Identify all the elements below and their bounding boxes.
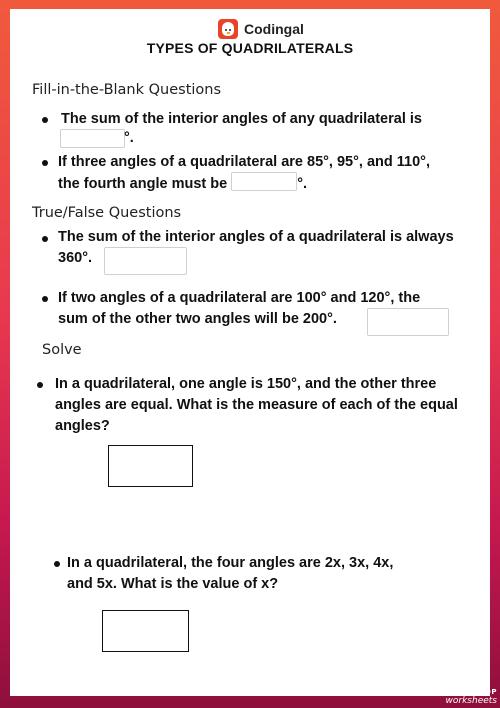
tf-answer-box-1[interactable] <box>104 247 187 275</box>
fill-question-1-line-1: The sum of the interior angles of any quadrilateral is <box>61 111 422 127</box>
tf-question-2-line-1: If two angles of a quadrilateral are 100° and 120°, the <box>58 290 421 306</box>
worksheet-page <box>10 9 490 696</box>
brand-logo <box>218 18 304 40</box>
topworksheets-logo <box>446 688 497 706</box>
brand-bottom-text: worksheets <box>445 696 497 706</box>
solve-answer-box-2[interactable] <box>102 610 189 652</box>
bullet <box>42 296 48 302</box>
fill-question-1-suffix: °. <box>124 130 134 146</box>
section-heading-fill-blank: Fill-in-the-Blank Questions <box>32 82 222 98</box>
brand-name: Codingal <box>244 21 304 37</box>
tf-question-1-line-2: 360°. <box>58 250 93 266</box>
fill-question-2-line-2 <box>58 172 307 195</box>
fill-question-2-line-1: If three angles of a quadrilateral are 85°, 95°, and 110°, <box>58 154 430 170</box>
solve-question-2-line-2: and 5x. What is the value of x? <box>67 576 279 592</box>
bullet <box>42 117 48 123</box>
tf-question-1-line-1: The sum of the interior angles of a quadrilateral is always <box>58 229 454 245</box>
bullet <box>37 382 43 388</box>
bullet <box>42 160 48 166</box>
fill-question-2-prefix: the fourth angle must be <box>58 176 232 192</box>
bullet <box>42 236 48 242</box>
section-heading-solve: Solve <box>42 342 82 358</box>
solve-answer-box-1[interactable] <box>108 445 193 487</box>
solve-question-1-line-2: angles are equal. What is the measure of each of the equal <box>55 397 458 413</box>
fill-question-2-suffix: °. <box>297 176 308 192</box>
penguin-icon <box>218 19 238 39</box>
fill-answer-box-2[interactable] <box>231 172 297 191</box>
solve-question-2-line-1: In a quadrilateral, the four angles are 2x, 3x, 4x, <box>67 555 394 571</box>
tf-answer-box-2[interactable] <box>367 308 449 336</box>
brand-top-text: TOP <box>479 688 497 696</box>
section-heading-true-false: True/False Questions <box>32 205 182 221</box>
page-title: TYPES OF QUADRILATERALS <box>146 40 354 56</box>
bullet <box>54 561 60 567</box>
solve-question-1-line-1: In a quadrilateral, one angle is 150°, and the other three <box>55 376 437 392</box>
solve-question-1-line-3: angles? <box>55 418 110 434</box>
tf-question-2-line-2: sum of the other two angles will be 200°. <box>58 311 337 327</box>
fill-answer-box-1[interactable] <box>60 129 125 148</box>
